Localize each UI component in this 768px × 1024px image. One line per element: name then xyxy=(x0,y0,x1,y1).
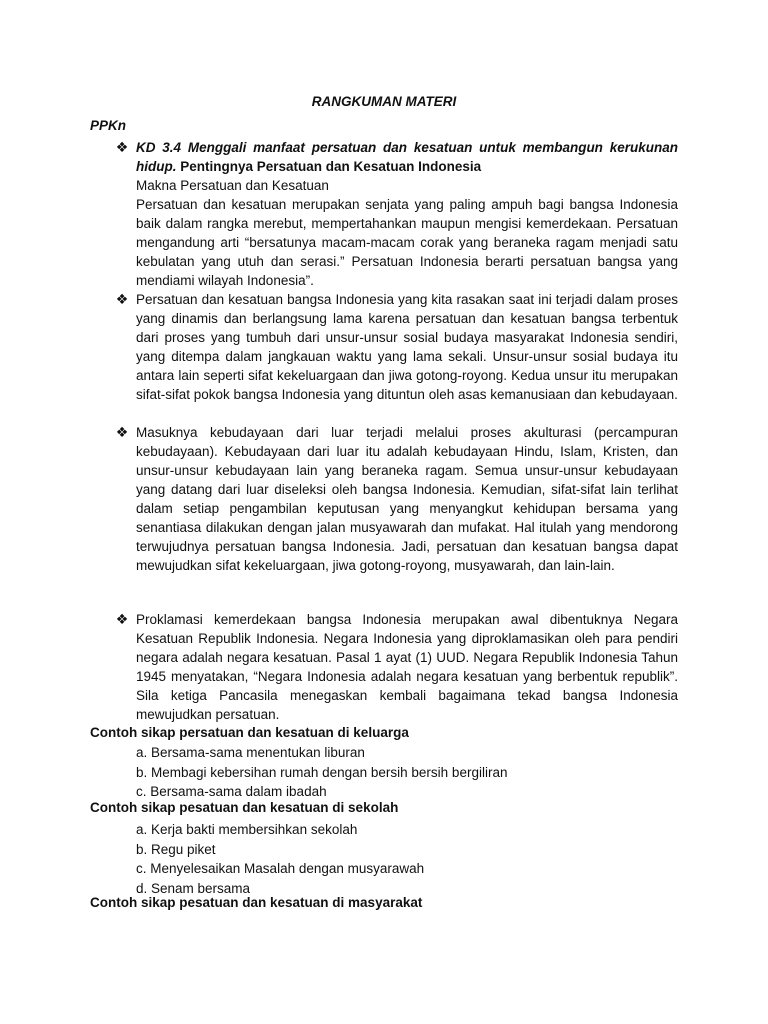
document-title: RANGKUMAN MATERI xyxy=(311,94,457,109)
subheading: Makna Persatuan dan Kesatuan xyxy=(136,178,329,193)
bullet-item xyxy=(115,138,678,290)
list-item: a. Kerja bakti membersihkan sekolah xyxy=(136,822,358,837)
bullet-text: Masuknya kebudayaan dari luar terjadi melalui proses akulturasi (percampuran kebudayaan). Kebudayaan dari luar itu adalah kebudayaan Hindu, Islam, Kristen, dan unsur-unsur kebudayaan lain yang beraneka ragam. Semua unsur-unsur kebudayaan yang datang dari luar diseleksi oleh bangsa Indonesia. Kemudian, sifat-sifat lain terlihat dalam setiap pengambilan keputusan yang menyangkut kehidupan bersama yang senantiasa dilakukan dengan jalan musyawarah dan mufakat. Hal itulah yang mendorong terwujudnya persatuan bangsa Indonesia. Jadi, persatuan dan kesatuan bangsa dapat mewujudkan sifat kekeluargaan, jiwa gotong-royong, musyawarah, dan lain-lain. xyxy=(136,425,678,573)
list-keluarga xyxy=(136,743,507,802)
diamond-bullet-icon: ❖ xyxy=(115,139,129,155)
kd-heading: KD 3.4 Menggali manfaat persatuan dan kesatuan untuk membangun kerukunan hidup. xyxy=(136,140,678,174)
section-heading-keluarga: Contoh sikap persatuan dan kesatuan di keluarga xyxy=(90,725,409,740)
diamond-bullet-icon: ❖ xyxy=(115,424,129,440)
kd-topic: Pentingnya Persatuan dan Kesatuan Indonesia xyxy=(180,159,482,174)
diamond-bullet-icon: ❖ xyxy=(115,291,129,307)
list-item: d. Senam bersama xyxy=(136,880,251,896)
bullet-item xyxy=(115,423,678,575)
diamond-bullet-icon: ❖ xyxy=(115,611,129,627)
list-sekolah xyxy=(136,820,424,898)
list-item: b. Regu piket xyxy=(136,841,216,857)
bullet-item xyxy=(115,290,678,404)
bullet-item xyxy=(115,610,678,724)
subject-label: PPKn xyxy=(90,118,127,133)
list-item: c. Bersama-sama dalam ibadah xyxy=(136,784,327,799)
bullet-text: Persatuan dan kesatuan merupakan senjata yang paling ampuh bagi bangsa Indonesia baik dalam rangka merebut, mempertahankan maupun mengisi kemerdekaan. Persatuan mengandung arti “bersatunya macam-macam corak yang beraneka ragam menjadi satu kebulatan yang utuh dan serasi.” Persatuan Indonesia berarti persatuan bangsa yang mendiami wilayah Indonesia”. xyxy=(136,197,678,288)
list-item: c. Menyelesaikan Masalah dengan musyarawah xyxy=(136,861,425,876)
bullet-text: Persatuan dan kesatuan bangsa Indonesia yang kita rasakan saat ini terjadi dalam proses yang dinamis dan berlangsung lama karena persatuan dan kesatuan bangsa terbentuk dari proses yang tumbuh dari unsur-unsur sosial budaya masyarakat Indonesia sendiri, yang ditempa dalam jangkauan waktu yang lama sekali. Unsur-unsur sosial budaya itu antara lain seperti sifat kekeluargaan dan jiwa gotong-royong. Kedua unsur itu merupakan sifat-sifat pokok bangsa Indonesia yang dituntun oleh asas kemanusiaan dan kebudayaan. xyxy=(136,292,678,402)
list-item: a. Bersama-sama menentukan liburan xyxy=(136,745,365,760)
list-item: b. Membagi kebersihan rumah dengan bersih bersih bergiliran xyxy=(136,764,508,780)
bullet-text: Proklamasi kemerdekaan bangsa Indonesia merupakan awal dibentuknya Negara Kesatuan Republik Indonesia. Negara Indonesia yang diproklamasikan oleh para pendiri negara adalah negara kesatuan. Pasal 1 ayat (1) UUD. Negara Republik Indonesia Tahun 1945 menyatakan, “Negara Indonesia adalah negara kesatuan yang berbentuk republik”. Sila ketiga Pancasila menegaskan kembali bagaimana tekad bangsa Indonesia mewujudkan persatuan. xyxy=(136,612,678,722)
section-heading-masyarakat: Contoh sikap pesatuan dan kesatuan di masyarakat xyxy=(90,895,423,910)
section-heading-sekolah: Contoh sikap pesatuan dan kesatuan di sekolah xyxy=(90,800,399,815)
